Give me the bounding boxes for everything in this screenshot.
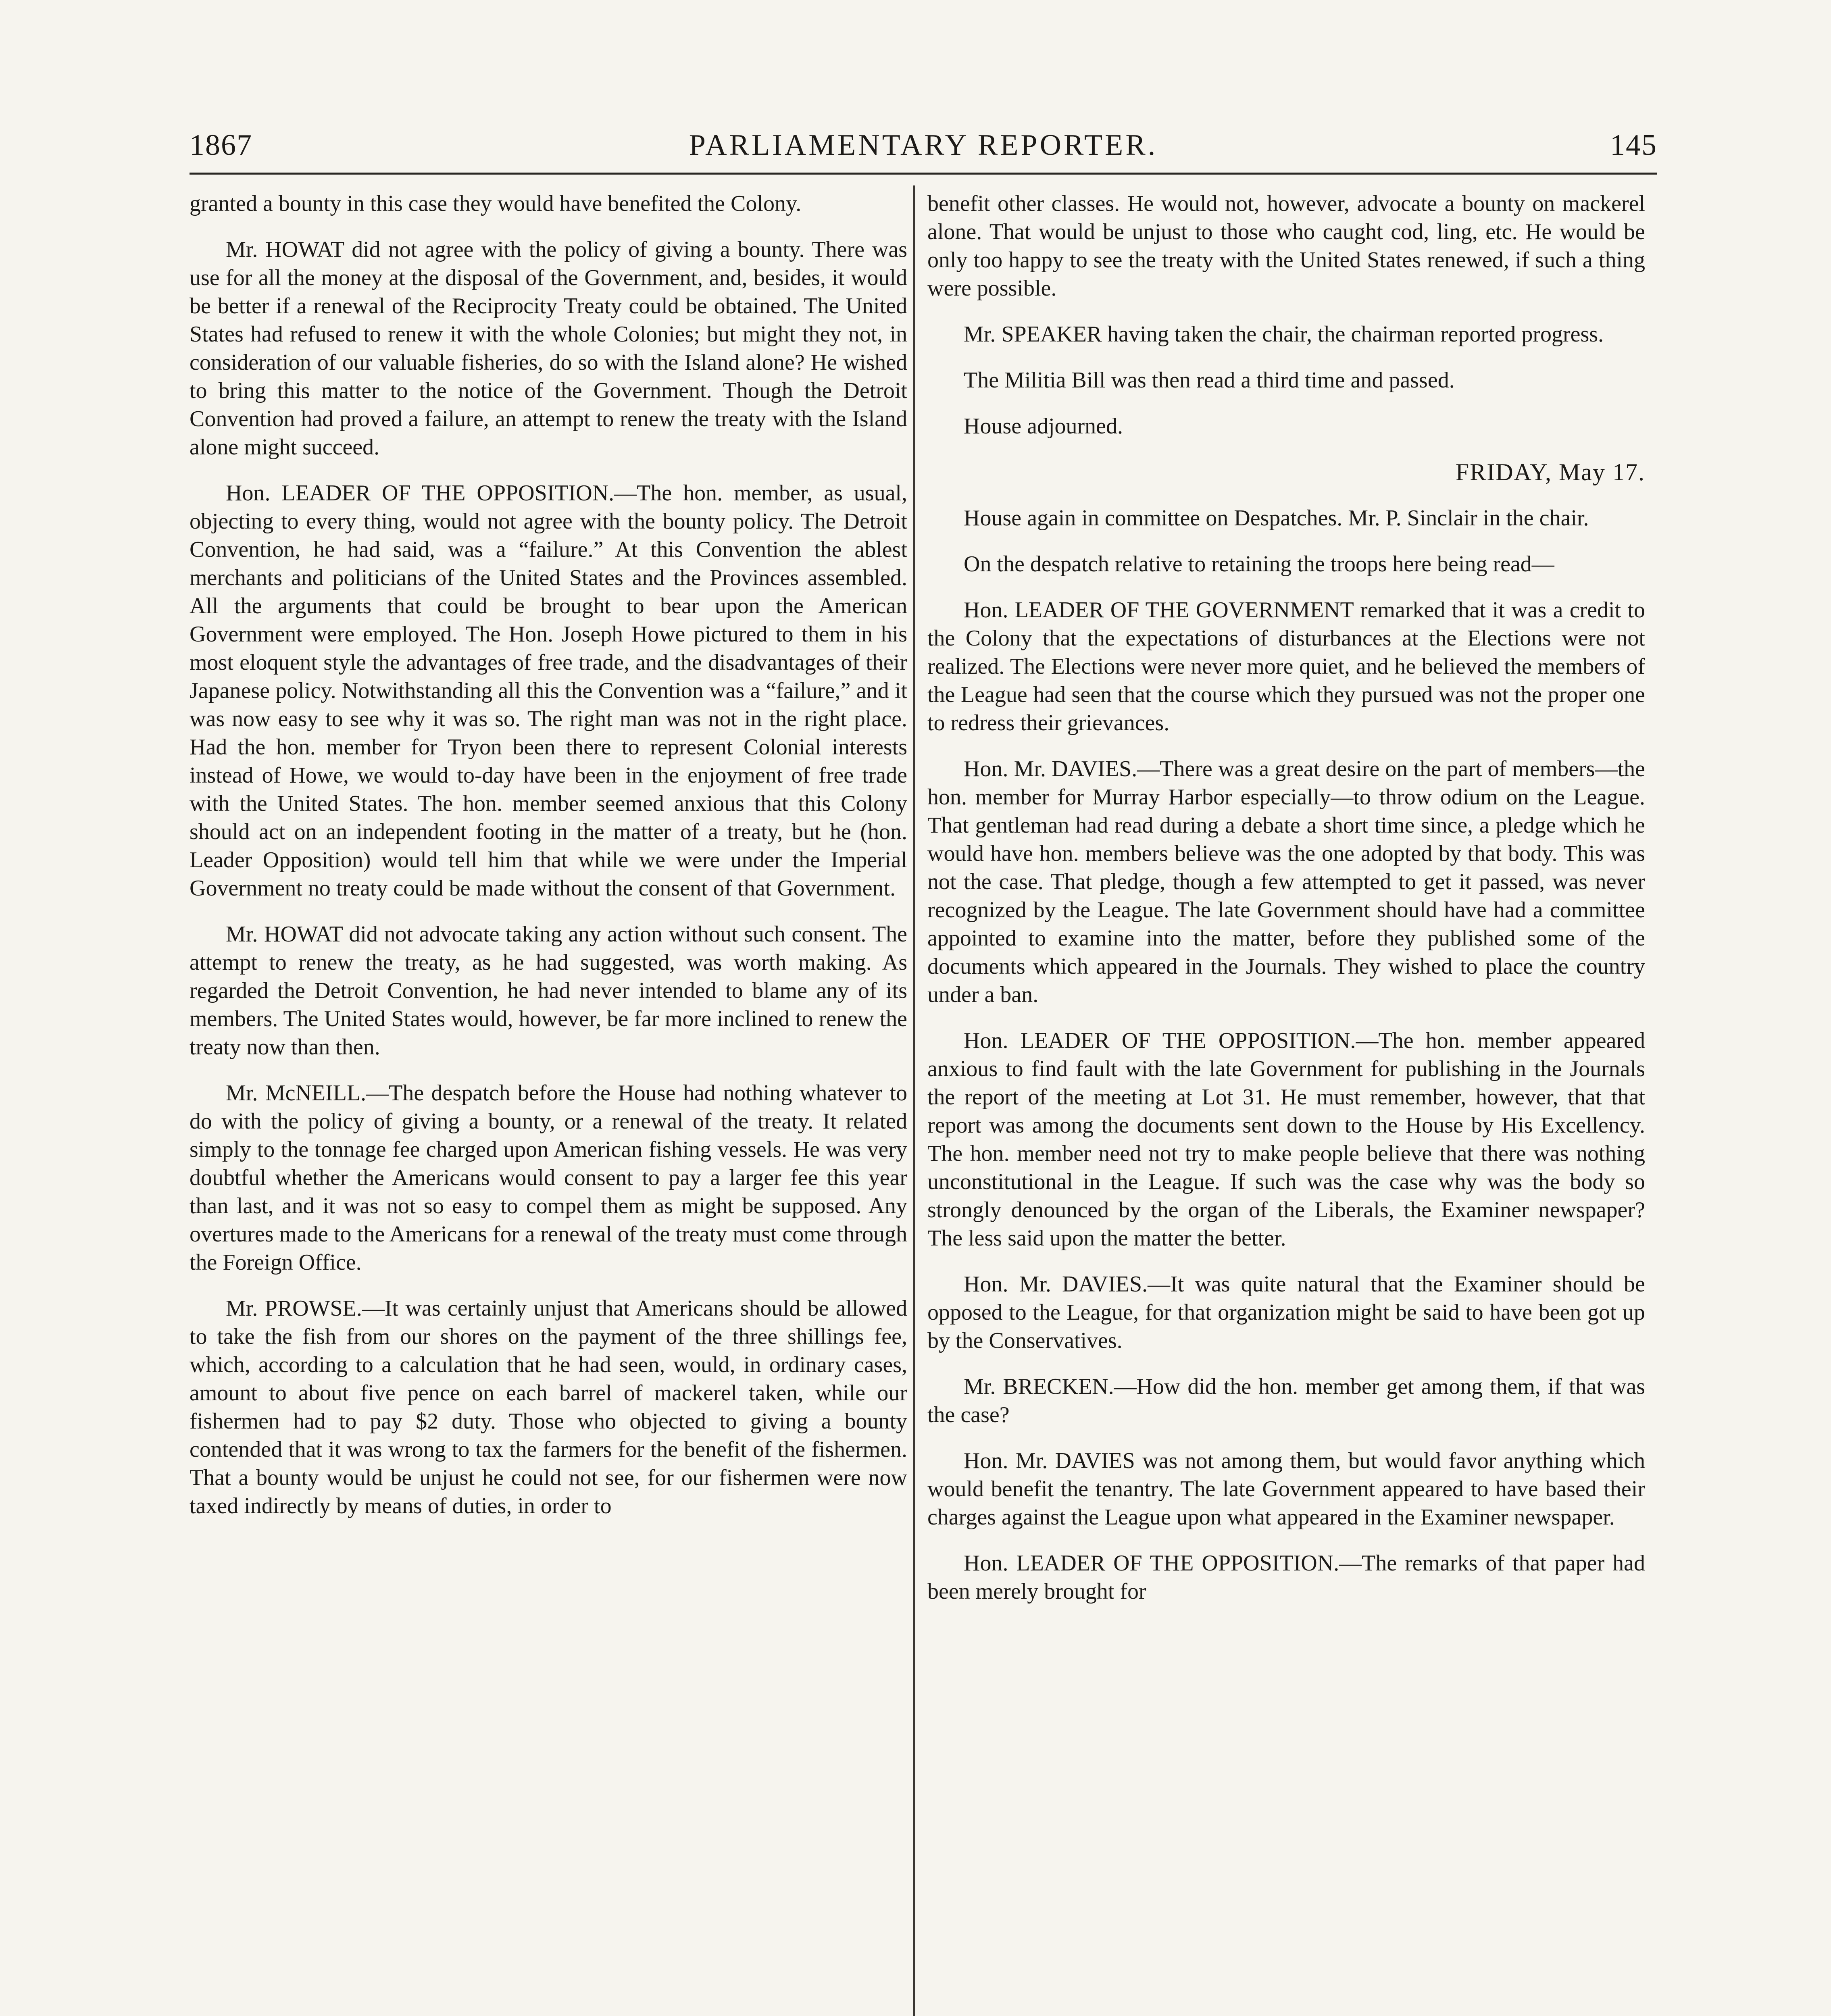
paragraph: Mr. PROWSE.—It was certainly unjust that Americans should be allowed to take the fish from our shores on the payment of the three shillings fee, which, according to a calculation that he had seen, would, in ordinary cases, amount to about five pence on each barrel of mackerel taken, while our fishermen had to pay $2 duty. Those who objected to giving a bounty contended that it was wrong to tax the farmers for the benefit of the fishermen. That a bounty would be unjust he could not see, for our fishermen were now taxed indirectly by means of duties, in order to [190, 1296, 907, 1518]
paragraph: Mr. HOWAT did not agree with the policy of giving a bounty. There was use for all the money at the disposal of the Government, and, besides, it would be better if a renewal of the Reciprocity Treaty could be obtained. The United States had refused to renew it with the whole Colonies; but might they not, in consideration of our valuable fisheries, do so with the Island alone? He wished to bring this matter to the notice of the Government. Though the Detroit Convention had proved a failure, an attempt to renew the treaty with the Island alone might succeed. [190, 237, 907, 460]
page-number: 145 [1610, 129, 1657, 162]
paragraph: Mr. SPEAKER having taken the chair, the chairman reported progress. [964, 322, 1604, 347]
paragraph: Hon. LEADER OF THE GOVERNMENT remarked that it was a credit to the Colony that the expectations of disturbances at the Elections were not realized. The Elections were never more quiet, and he believed the members of the League had seen that the course which they pursued was not the proper one to redress their grievances. [927, 598, 1645, 735]
paragraph: House again in committee on Despatches. Mr. P. Sinclair in the chair. [964, 506, 1589, 531]
paragraph: Mr. HOWAT did not advocate taking any action without such consent. The attempt to renew the treaty, as he had suggested, was worth making. As regarded the Detroit Convention, he had never intended to blame any of its members. The United States would, however, be far more inclined to renew the treaty now than then. [190, 922, 907, 1060]
paragraph: Hon. Mr. DAVIES was not among them, but would favor anything which would benefit the tenantry. The late Government appeared to have based their charges against the League upon what appeared in the Examiner newspaper. [927, 1448, 1645, 1530]
left-column [190, 190, 907, 2016]
dateline: FRIDAY, May 17. [1455, 459, 1645, 485]
paragraph: House adjourned. [964, 414, 1123, 439]
paragraph: Hon. Mr. DAVIES.—It was quite natural that the Examiner should be opposed to the League, for that organization might be said to have been got up by the Conservatives. [927, 1272, 1645, 1353]
header-rule [190, 173, 1657, 175]
paragraph: Hon. LEADER OF THE OPPOSITION.—The hon. member appeared anxious to find fault with the late Government for publishing in the Journals the report of the meeting at Lot 31. He must remember, however, that that report was among the documents sent down to the House by His Excellency. The hon. member need not try to make people believe that there was nothing unconstitutional in the League. If such was the case why was the body so strongly denounced by the organ of the Liberals, the Examiner newspaper? The less said upon the matter the better. [927, 1028, 1645, 1251]
paragraph: On the despatch relative to retaining the troops here being read— [964, 552, 1554, 577]
header-title: PARLIAMENTARY REPORTER. [689, 129, 1158, 162]
paragraph: granted a bounty in this case they would have benefited the Colony. [190, 191, 802, 216]
paragraph: Hon. LEADER OF THE OPPOSITION.—The hon. member, as usual, objecting to every thing, would not agree with the bounty policy. The Detroit Convention, he had said, was a “failure.” At this Convention the ablest merchants and politicians of the United States and the Provinces assembled. All the arguments that could be brought to bear upon the American Government were employed. The Hon. Joseph Howe pictured to them in his most eloquent style the advantages of free trade, and the disadvantages of their Japanese policy. Notwithstanding all this the Convention was a “failure,” and it was now easy to see why it was so. The right man was not in the right place. Had the hon. member for Tryon been there to represent Colonial interests instead of Howe, we would to-day have been in the enjoyment of free trade with the United States. The hon. member seemed anxious that this Colony should act on an independent footing in the matter of a treaty, but he (hon. Leader Opposition) would tell him that while we were under the Imperial Government no treaty could be made without the consent of that Government. [190, 481, 907, 901]
paragraph: The Militia Bill was then read a third time and passed. [964, 368, 1455, 393]
running-header [190, 128, 1657, 173]
paragraph: Mr. BRECKEN.—How did the hon. member get among them, if that was the case? [927, 1374, 1645, 1427]
paragraph: Hon. Mr. DAVIES.—There was a great desire on the part of members—the hon. member for Murray Harbor especially—to throw odium on the League. That gentleman had read during a debate a short time since, a pledge which he would have hon. members believe was the one adopted by that body. This was not the case. That pledge, though a few attempted to get it passed, was never recognized by the League. The late Government should have had a committee appointed to examine into the matter, before they published some of the documents which appeared in the Journals. They wished to place the country under a ban. [927, 756, 1645, 1007]
paragraph: benefit other classes. He would not, however, advocate a bounty on mackerel alone. That would be unjust to those who caught cod, ling, etc. He would be only too happy to see the treaty with the United States renewed, if such a thing were possible. [927, 191, 1645, 301]
paragraph: Mr. McNEILL.—The despatch before the House had nothing whatever to do with the policy of giving a bounty, or a renewal of the treaty. It related simply to the tonnage fee charged upon American fishing vessels. He was very doubtful whether the Americans would consent to pay a larger fee this year than last, and it was not so easy to compel them as might be supposed. Any overtures made to the Americans for a renewal of the treaty must come through the Foreign Office. [190, 1081, 907, 1275]
paragraph: Hon. LEADER OF THE OPPOSITION.—The remarks of that paper had been merely brought for [927, 1551, 1645, 1604]
column-divider [913, 185, 915, 2016]
right-column [927, 190, 1645, 2016]
header-year: 1867 [190, 129, 252, 162]
